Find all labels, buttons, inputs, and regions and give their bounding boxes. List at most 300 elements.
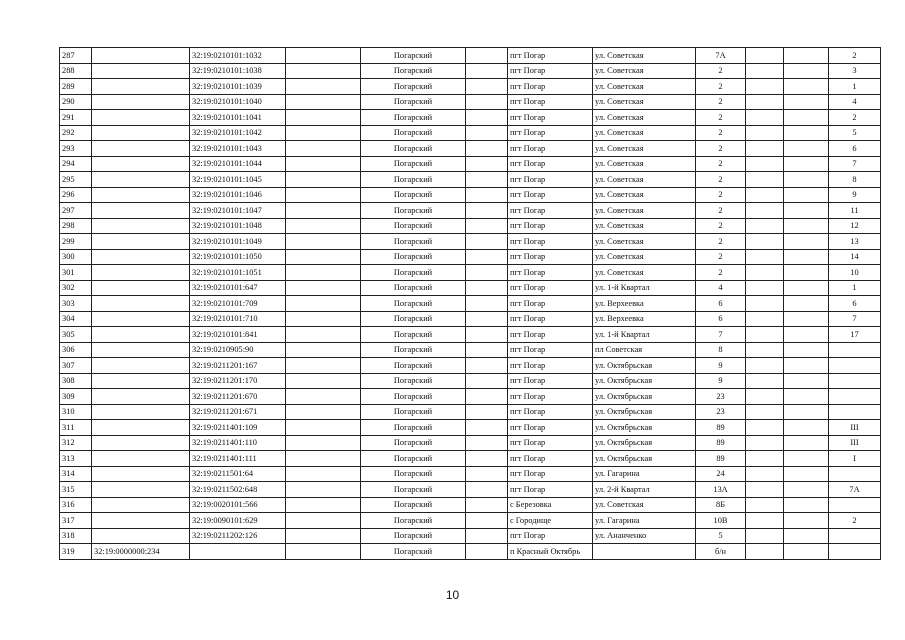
cell-apartment-number: 13: [829, 234, 881, 250]
cell-col-empty: [286, 342, 361, 358]
cell-cadastral-number: [190, 544, 286, 560]
table-row: [60, 435, 881, 451]
cell-cadastral-number-alt: [92, 48, 190, 64]
cell-apartment-number: [829, 466, 881, 482]
cell-apartment-number: [829, 497, 881, 513]
cell-col-empty-3: [746, 156, 784, 172]
cell-cadastral-number-alt: 32:19:0000000:234: [92, 544, 190, 560]
cell-apartment-number: 1: [829, 280, 881, 296]
cell-col-empty-2: [466, 435, 508, 451]
cell-col-empty-3: [746, 342, 784, 358]
cell-col-empty-2: [466, 482, 508, 498]
cell-street: ул. Советская: [593, 218, 696, 234]
cell-settlement: пгт Погар: [508, 187, 593, 203]
cell-col-empty: [286, 358, 361, 374]
table-row: [60, 528, 881, 544]
cell-apartment-number: 4: [829, 94, 881, 110]
cell-street: ул. 2-й Квартал: [593, 482, 696, 498]
cell-cadastral-number: 32:19:0210101:1051: [190, 265, 286, 281]
cell-apartment-number: [829, 373, 881, 389]
cell-cadastral-number: 32:19:0210101:1048: [190, 218, 286, 234]
cell-col-empty-3: [746, 280, 784, 296]
cell-row-number: 319: [60, 544, 92, 560]
table-row: [60, 218, 881, 234]
cell-col-empty-4: [784, 110, 829, 126]
table-row: [60, 404, 881, 420]
cell-cadastral-number-alt: [92, 63, 190, 79]
cell-house-number: 9: [696, 358, 746, 374]
cell-settlement: с Березовка: [508, 497, 593, 513]
cell-col-empty-4: [784, 63, 829, 79]
cell-col-empty-4: [784, 156, 829, 172]
cell-col-empty-4: [784, 482, 829, 498]
cell-apartment-number: [829, 358, 881, 374]
cell-col-empty-2: [466, 311, 508, 327]
cell-cadastral-number: 32:19:0210101:647: [190, 280, 286, 296]
cell-house-number: 7: [696, 327, 746, 343]
cell-house-number: 8: [696, 342, 746, 358]
cell-settlement: пгт Погар: [508, 466, 593, 482]
table-row: [60, 249, 881, 265]
cell-col-empty: [286, 156, 361, 172]
cell-col-empty: [286, 203, 361, 219]
cell-col-empty-4: [784, 311, 829, 327]
cell-cadastral-number-alt: [92, 218, 190, 234]
cell-col-empty-2: [466, 172, 508, 188]
cell-cadastral-number-alt: [92, 141, 190, 157]
cell-house-number: 2: [696, 125, 746, 141]
cell-settlement: п Красный Октябрь: [508, 544, 593, 560]
cell-street: ул. Октябрьская: [593, 358, 696, 374]
cell-district: Погарский: [361, 451, 466, 467]
cell-house-number: 10В: [696, 513, 746, 529]
cell-col-empty-4: [784, 451, 829, 467]
cell-col-empty-4: [784, 141, 829, 157]
cell-col-empty-2: [466, 451, 508, 467]
cell-district: Погарский: [361, 404, 466, 420]
cell-district: Погарский: [361, 79, 466, 95]
cell-col-empty-2: [466, 249, 508, 265]
cell-col-empty: [286, 296, 361, 312]
cell-cadastral-number-alt: [92, 528, 190, 544]
cell-row-number: 300: [60, 249, 92, 265]
cell-col-empty-4: [784, 327, 829, 343]
cell-col-empty: [286, 265, 361, 281]
cell-street: ул. Советская: [593, 79, 696, 95]
cell-col-empty-4: [784, 48, 829, 64]
cell-apartment-number: 8: [829, 172, 881, 188]
cell-col-empty-2: [466, 156, 508, 172]
cell-row-number: 318: [60, 528, 92, 544]
cell-cadastral-number: 32:19:0211401:111: [190, 451, 286, 467]
cell-row-number: 310: [60, 404, 92, 420]
cell-district: Погарский: [361, 358, 466, 374]
cell-settlement: пгт Погар: [508, 79, 593, 95]
cell-apartment-number: 17: [829, 327, 881, 343]
cell-house-number: 2: [696, 218, 746, 234]
cell-cadastral-number: 32:19:0211201:170: [190, 373, 286, 389]
cell-col-empty-4: [784, 497, 829, 513]
cell-col-empty-4: [784, 342, 829, 358]
cell-col-empty-4: [784, 218, 829, 234]
cell-cadastral-number-alt: [92, 249, 190, 265]
cell-row-number: 287: [60, 48, 92, 64]
cell-col-empty: [286, 327, 361, 343]
cell-col-empty-4: [784, 466, 829, 482]
cell-cadastral-number-alt: [92, 234, 190, 250]
cell-cadastral-number: 32:19:0210101:709: [190, 296, 286, 312]
cell-cadastral-number-alt: [92, 79, 190, 95]
cell-col-empty-4: [784, 234, 829, 250]
cell-district: Погарский: [361, 544, 466, 560]
cell-settlement: пгт Погар: [508, 110, 593, 126]
cell-district: Погарский: [361, 373, 466, 389]
table-row: [60, 497, 881, 513]
cell-cadastral-number: 32:19:0211501:64: [190, 466, 286, 482]
cell-street: ул. Верхеевка: [593, 311, 696, 327]
cell-col-empty-3: [746, 203, 784, 219]
cell-col-empty-4: [784, 249, 829, 265]
cell-settlement: пгт Погар: [508, 342, 593, 358]
cell-col-empty-3: [746, 497, 784, 513]
cell-col-empty: [286, 280, 361, 296]
cell-apartment-number: 2: [829, 110, 881, 126]
cell-street: ул. Ананченко: [593, 528, 696, 544]
cell-district: Погарский: [361, 435, 466, 451]
cell-cadastral-number-alt: [92, 156, 190, 172]
table-row: [60, 327, 881, 343]
register-table-body: [60, 48, 881, 560]
cell-district: Погарский: [361, 327, 466, 343]
cell-house-number: 8Б: [696, 497, 746, 513]
cell-street: ул. Советская: [593, 234, 696, 250]
cell-settlement: пгт Погар: [508, 172, 593, 188]
cell-col-empty-2: [466, 265, 508, 281]
cell-cadastral-number: 32:19:0210101:1045: [190, 172, 286, 188]
cell-row-number: 292: [60, 125, 92, 141]
cell-col-empty-2: [466, 513, 508, 529]
cell-house-number: 2: [696, 141, 746, 157]
table-row: [60, 342, 881, 358]
cell-col-empty-3: [746, 141, 784, 157]
cell-settlement: пгт Погар: [508, 203, 593, 219]
cell-col-empty-3: [746, 404, 784, 420]
cell-apartment-number: 7: [829, 311, 881, 327]
cell-col-empty-3: [746, 482, 784, 498]
cell-col-empty-3: [746, 187, 784, 203]
cell-col-empty-4: [784, 172, 829, 188]
cell-street: [593, 544, 696, 560]
cell-col-empty-2: [466, 389, 508, 405]
cell-col-empty: [286, 389, 361, 405]
cell-row-number: 305: [60, 327, 92, 343]
cell-house-number: 2: [696, 249, 746, 265]
cell-settlement: с Городище: [508, 513, 593, 529]
cell-col-empty-2: [466, 342, 508, 358]
cell-row-number: 290: [60, 94, 92, 110]
cell-settlement: пгт Погар: [508, 435, 593, 451]
cell-row-number: 311: [60, 420, 92, 436]
cell-street: ул. Советская: [593, 94, 696, 110]
cell-col-empty: [286, 451, 361, 467]
cell-district: Погарский: [361, 265, 466, 281]
cell-col-empty-4: [784, 94, 829, 110]
cell-settlement: пгт Погар: [508, 234, 593, 250]
cell-cadastral-number: 32:19:0210101:1041: [190, 110, 286, 126]
cell-cadastral-number-alt: [92, 280, 190, 296]
cell-district: Погарский: [361, 94, 466, 110]
cell-col-empty: [286, 218, 361, 234]
cell-row-number: 291: [60, 110, 92, 126]
cell-district: Погарский: [361, 249, 466, 265]
cell-cadastral-number-alt: [92, 358, 190, 374]
cell-col-empty-2: [466, 141, 508, 157]
cell-row-number: 306: [60, 342, 92, 358]
cell-cadastral-number: 32:19:0210905:90: [190, 342, 286, 358]
cell-cadastral-number-alt: [92, 94, 190, 110]
cell-cadastral-number-alt: [92, 451, 190, 467]
table-row: [60, 280, 881, 296]
cell-apartment-number: 12: [829, 218, 881, 234]
cell-cadastral-number-alt: [92, 373, 190, 389]
cell-settlement: пгт Погар: [508, 265, 593, 281]
cell-col-empty-4: [784, 187, 829, 203]
cell-row-number: 308: [60, 373, 92, 389]
cell-cadastral-number-alt: [92, 125, 190, 141]
cell-cadastral-number-alt: [92, 342, 190, 358]
cell-apartment-number: 2: [829, 48, 881, 64]
cell-house-number: 2: [696, 203, 746, 219]
table-row: [60, 513, 881, 529]
table-row: [60, 311, 881, 327]
cell-col-empty-4: [784, 79, 829, 95]
cell-col-empty: [286, 48, 361, 64]
table-row: [60, 358, 881, 374]
cell-cadastral-number-alt: [92, 404, 190, 420]
table-row: [60, 265, 881, 281]
cell-settlement: пгт Погар: [508, 218, 593, 234]
cell-col-empty-2: [466, 187, 508, 203]
cell-street: ул. Советская: [593, 125, 696, 141]
cell-district: Погарский: [361, 110, 466, 126]
cell-row-number: 304: [60, 311, 92, 327]
cell-district: Погарский: [361, 203, 466, 219]
cell-col-empty-2: [466, 94, 508, 110]
cell-apartment-number: 7: [829, 156, 881, 172]
cell-house-number: 2: [696, 94, 746, 110]
cell-row-number: 302: [60, 280, 92, 296]
cell-house-number: 6: [696, 311, 746, 327]
cell-house-number: 4: [696, 280, 746, 296]
cell-col-empty-2: [466, 544, 508, 560]
cell-house-number: 24: [696, 466, 746, 482]
cell-settlement: пгт Погар: [508, 373, 593, 389]
cell-cadastral-number: 32:19:0211202:126: [190, 528, 286, 544]
cell-col-empty-4: [784, 513, 829, 529]
cell-apartment-number: III: [829, 435, 881, 451]
cell-settlement: пгт Погар: [508, 63, 593, 79]
cell-settlement: пгт Погар: [508, 249, 593, 265]
cell-col-empty-2: [466, 280, 508, 296]
cell-street: ул. Советская: [593, 48, 696, 64]
cell-house-number: б/н: [696, 544, 746, 560]
cell-district: Погарский: [361, 389, 466, 405]
cell-col-empty: [286, 110, 361, 126]
cell-house-number: 89: [696, 435, 746, 451]
cell-cadastral-number: 32:19:0210101:841: [190, 327, 286, 343]
cell-cadastral-number: 32:19:0211502:648: [190, 482, 286, 498]
cell-cadastral-number: 32:19:0090101:629: [190, 513, 286, 529]
cell-apartment-number: 9: [829, 187, 881, 203]
cell-settlement: пгт Погар: [508, 156, 593, 172]
cell-settlement: пгт Погар: [508, 311, 593, 327]
cell-row-number: 299: [60, 234, 92, 250]
cell-apartment-number: 3: [829, 63, 881, 79]
cell-house-number: 2: [696, 63, 746, 79]
cell-apartment-number: III: [829, 420, 881, 436]
cell-settlement: пгт Погар: [508, 404, 593, 420]
cell-settlement: пгт Погар: [508, 389, 593, 405]
cell-col-empty-2: [466, 218, 508, 234]
cell-street: ул. Советская: [593, 63, 696, 79]
cell-col-empty: [286, 435, 361, 451]
cell-cadastral-number: 32:19:0211401:109: [190, 420, 286, 436]
cell-col-empty-3: [746, 125, 784, 141]
table-row: [60, 63, 881, 79]
cell-street: ул. Верхеевка: [593, 296, 696, 312]
cell-col-empty-2: [466, 203, 508, 219]
cell-district: Погарский: [361, 156, 466, 172]
cell-cadastral-number: 32:19:0020101:566: [190, 497, 286, 513]
cell-apartment-number: [829, 528, 881, 544]
cell-row-number: 298: [60, 218, 92, 234]
cell-cadastral-number-alt: [92, 435, 190, 451]
cell-col-empty-3: [746, 48, 784, 64]
table-row: [60, 48, 881, 64]
cell-settlement: пгт Погар: [508, 141, 593, 157]
cell-house-number: 7А: [696, 48, 746, 64]
cell-col-empty-2: [466, 528, 508, 544]
cell-col-empty: [286, 79, 361, 95]
cell-col-empty-2: [466, 373, 508, 389]
cell-row-number: 316: [60, 497, 92, 513]
cell-col-empty-3: [746, 234, 784, 250]
cell-col-empty-4: [784, 544, 829, 560]
cell-cadastral-number: 32:19:0211401:110: [190, 435, 286, 451]
cell-apartment-number: [829, 404, 881, 420]
cell-row-number: 295: [60, 172, 92, 188]
cell-row-number: 297: [60, 203, 92, 219]
table-row: [60, 79, 881, 95]
cell-col-empty: [286, 466, 361, 482]
cell-settlement: пгт Погар: [508, 420, 593, 436]
cell-col-empty-2: [466, 404, 508, 420]
cell-cadastral-number-alt: [92, 513, 190, 529]
cell-district: Погарский: [361, 420, 466, 436]
cell-col-empty: [286, 172, 361, 188]
cell-house-number: 2: [696, 265, 746, 281]
cell-district: Погарский: [361, 466, 466, 482]
cell-district: Погарский: [361, 172, 466, 188]
cell-house-number: 2: [696, 172, 746, 188]
cell-street: ул. Октябрьская: [593, 373, 696, 389]
cell-col-empty-4: [784, 280, 829, 296]
cell-col-empty-4: [784, 435, 829, 451]
table-row: [60, 187, 881, 203]
cell-cadastral-number-alt: [92, 420, 190, 436]
cell-col-empty-2: [466, 358, 508, 374]
cell-cadastral-number: 32:19:0211201:671: [190, 404, 286, 420]
cell-house-number: 5: [696, 528, 746, 544]
cell-district: Погарский: [361, 48, 466, 64]
cell-street: ул. Октябрьская: [593, 435, 696, 451]
cell-col-empty: [286, 311, 361, 327]
cell-apartment-number: [829, 342, 881, 358]
cell-settlement: пгт Погар: [508, 358, 593, 374]
cell-house-number: 23: [696, 404, 746, 420]
cell-district: Погарский: [361, 482, 466, 498]
cell-col-empty: [286, 544, 361, 560]
cell-settlement: пгт Погар: [508, 125, 593, 141]
cell-street: ул. Октябрьская: [593, 420, 696, 436]
cell-apartment-number: 11: [829, 203, 881, 219]
cell-district: Погарский: [361, 218, 466, 234]
cell-col-empty: [286, 249, 361, 265]
cell-district: Погарский: [361, 280, 466, 296]
cell-street: ул. 1-й Квартал: [593, 327, 696, 343]
cell-col-empty-3: [746, 110, 784, 126]
cell-col-empty: [286, 141, 361, 157]
cell-district: Погарский: [361, 497, 466, 513]
cell-col-empty-3: [746, 79, 784, 95]
cell-street: ул. Советская: [593, 497, 696, 513]
cell-row-number: 315: [60, 482, 92, 498]
cell-cadastral-number: 32:19:0210101:1049: [190, 234, 286, 250]
cell-street: ул. Гагарина: [593, 513, 696, 529]
cell-apartment-number: 6: [829, 141, 881, 157]
cell-district: Погарский: [361, 311, 466, 327]
cell-cadastral-number-alt: [92, 482, 190, 498]
cell-cadastral-number-alt: [92, 497, 190, 513]
cell-apartment-number: 2: [829, 513, 881, 529]
cell-col-empty-4: [784, 358, 829, 374]
cell-col-empty-4: [784, 404, 829, 420]
cell-col-empty-2: [466, 63, 508, 79]
cell-house-number: 89: [696, 420, 746, 436]
cell-col-empty: [286, 63, 361, 79]
cell-settlement: пгт Погар: [508, 94, 593, 110]
cell-street: ул. Гагарина: [593, 466, 696, 482]
cell-district: Погарский: [361, 187, 466, 203]
cell-col-empty-2: [466, 48, 508, 64]
cell-street: ул. Советская: [593, 172, 696, 188]
cell-settlement: пгт Погар: [508, 296, 593, 312]
cell-street: ул. Советская: [593, 203, 696, 219]
cell-col-empty: [286, 125, 361, 141]
table-row: [60, 544, 881, 560]
cell-apartment-number: 14: [829, 249, 881, 265]
cell-house-number: 2: [696, 156, 746, 172]
table-row: [60, 125, 881, 141]
cell-settlement: пгт Погар: [508, 280, 593, 296]
cell-district: Погарский: [361, 342, 466, 358]
cell-col-empty-3: [746, 296, 784, 312]
cell-cadastral-number: 32:19:0210101:1047: [190, 203, 286, 219]
cell-street: ул. Советская: [593, 187, 696, 203]
cell-col-empty: [286, 420, 361, 436]
cell-row-number: 289: [60, 79, 92, 95]
cell-apartment-number: 5: [829, 125, 881, 141]
